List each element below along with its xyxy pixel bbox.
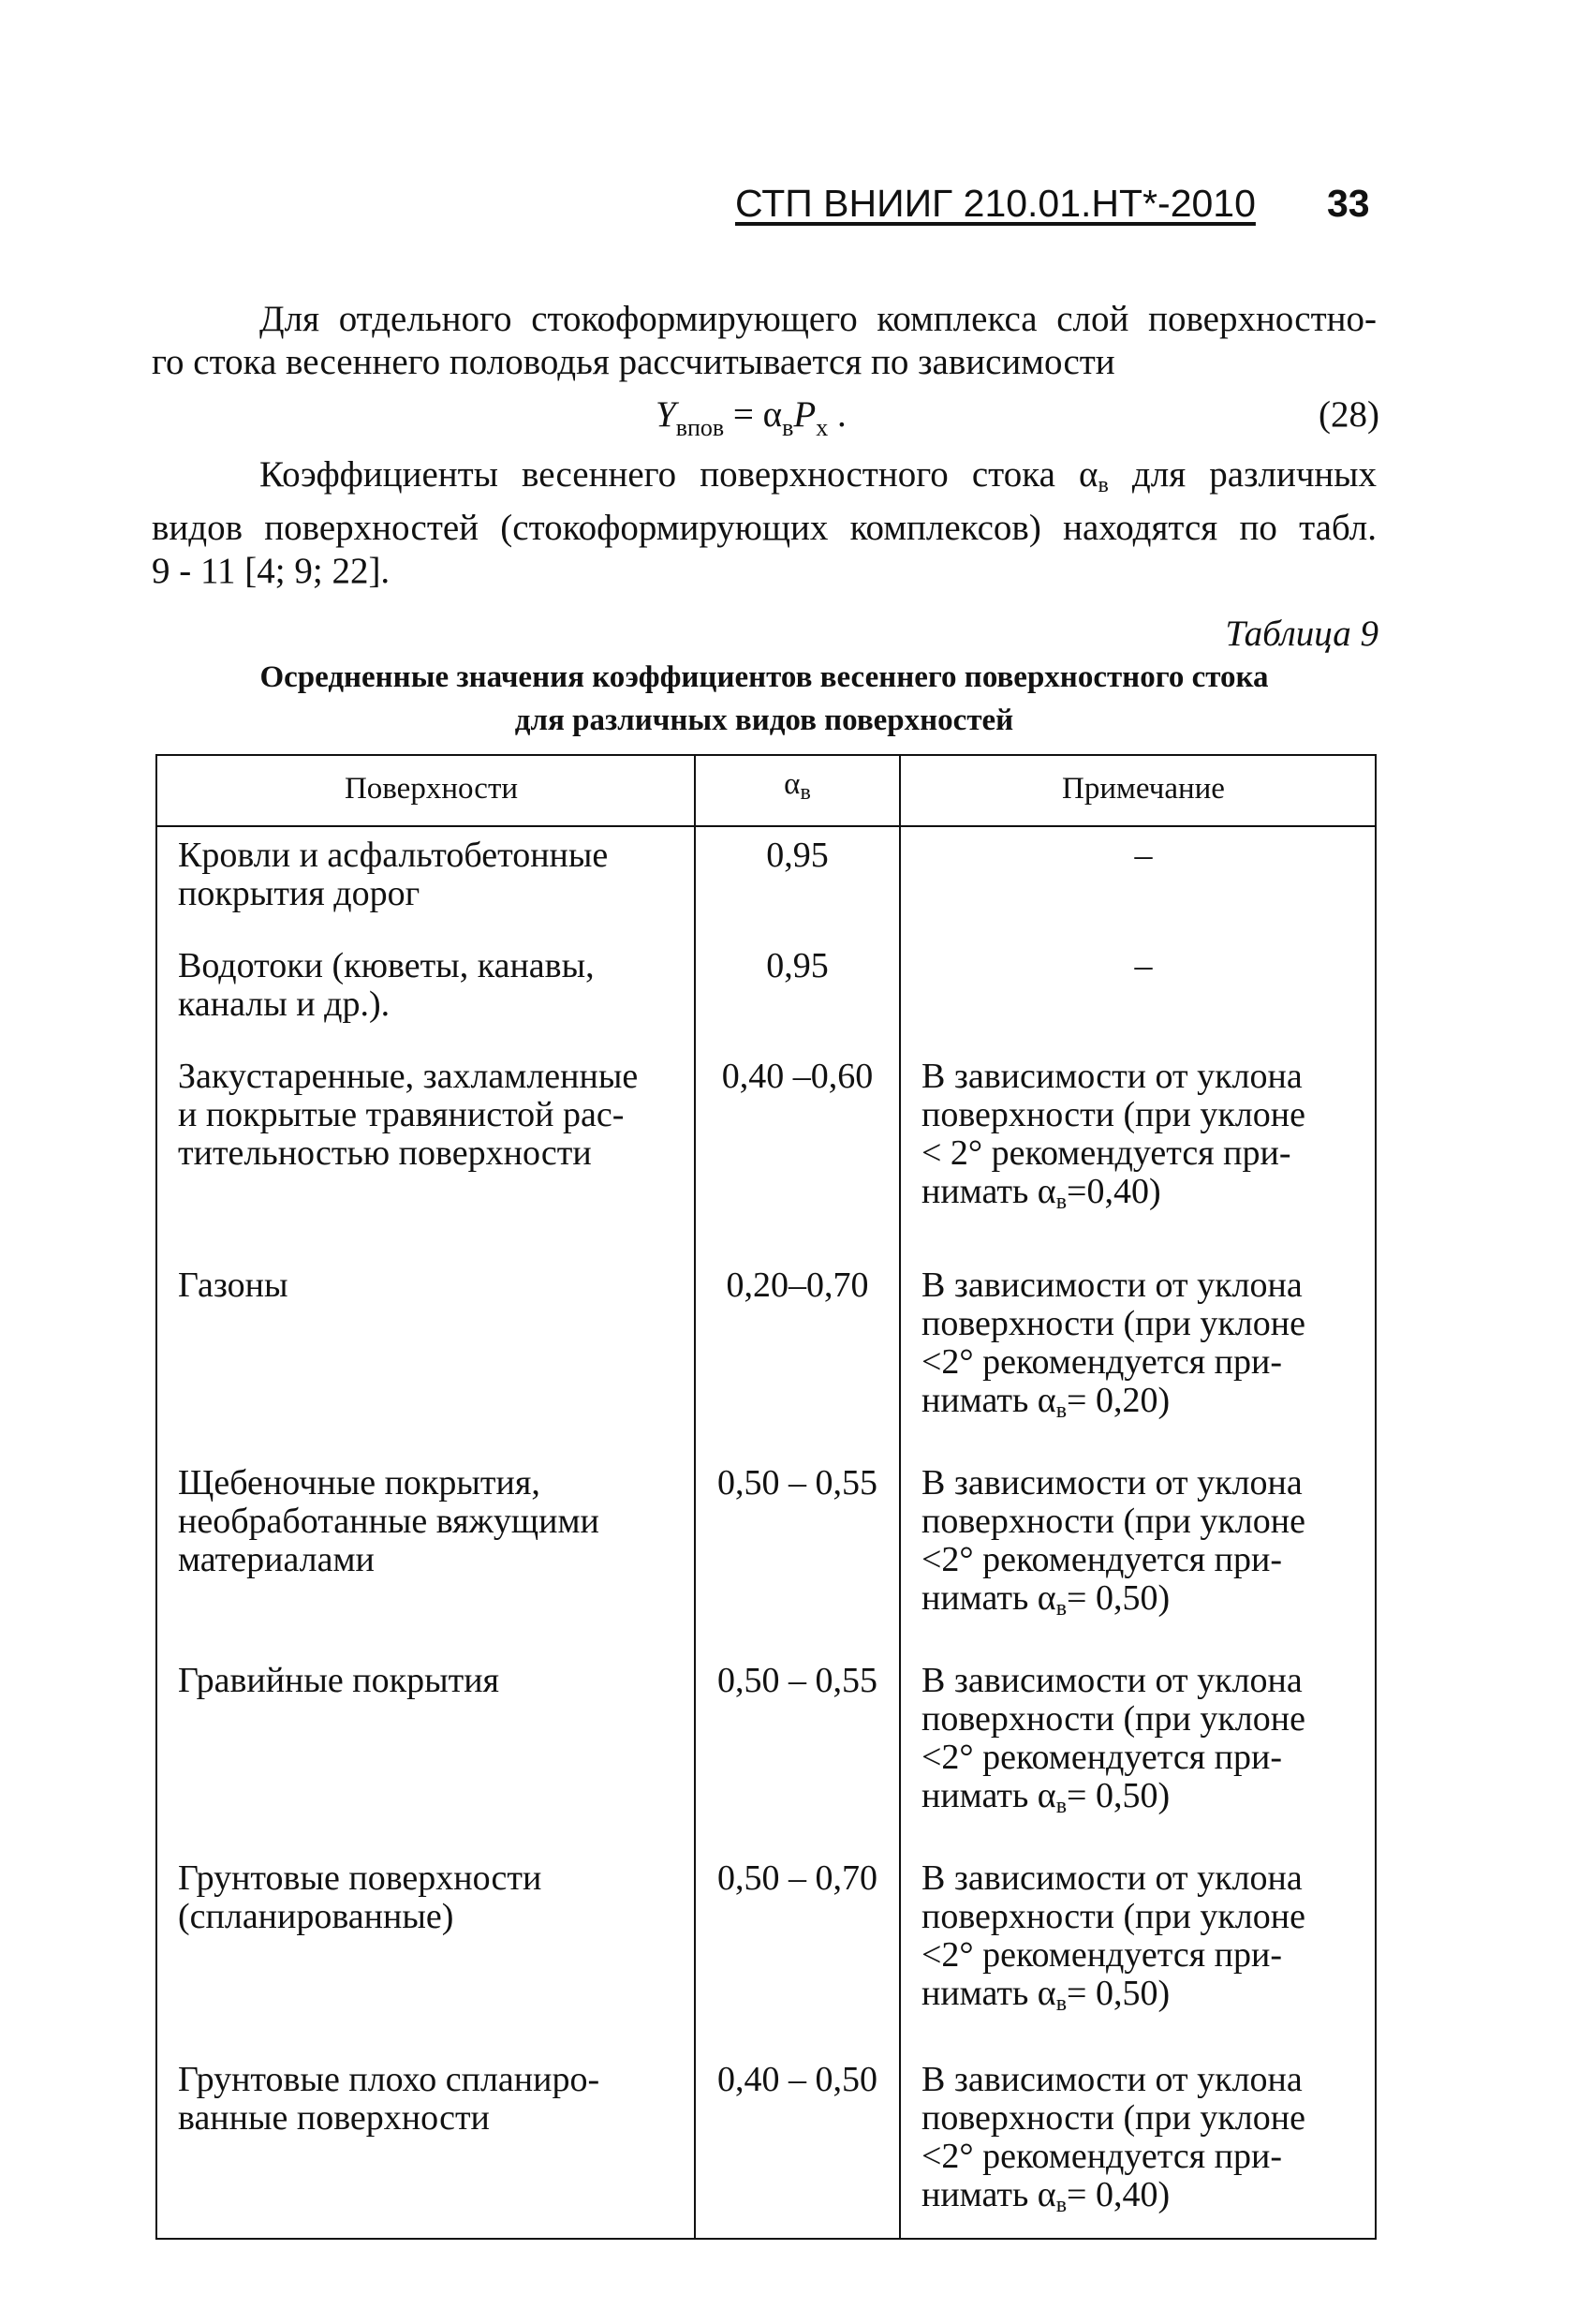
note-cell [900,1235,1376,1443]
alpha-cell: 0,20–0,70 [695,1235,900,1443]
paragraph-coefficients [152,453,1377,593]
paragraph-line: Для отдельного стокоформирующего комплекса слой поверхностно- [259,299,1377,339]
note-text: = 0,50) [1067,1974,1171,2013]
equation-number: (28) [1319,394,1379,435]
alpha-subscript: в [800,780,811,805]
table-row [156,1839,1376,2036]
alpha-symbol: α [784,767,801,801]
alpha-cell: 0,95 [695,926,900,1037]
note-line: В зависимости от уклона [921,2060,1303,2099]
formula-lhs: Y [656,394,676,435]
paragraph-line: 9 - 11 [4; 9; 22]. [152,551,391,591]
column-header-surfaces: Поверхности [156,755,695,826]
surface-line: необработанные вяжущими [178,1502,599,1541]
note-line: <2° рекомендуется при- [921,1935,1282,1975]
paragraph-line: видов поверхностей (стокоформирующих комплексов) находятся по табл. [152,508,1377,548]
paragraph-line: го стока весеннего половодья рассчитывается по зависимости [152,342,1115,382]
note-line: В зависимости от уклона [921,1463,1303,1502]
note-line [921,1579,1365,1628]
surface-line: тительностью поверхности [178,1133,592,1173]
note-line: поверхности (при уклоне [921,1699,1305,1739]
note-line: поверхности (при уклоне [921,1304,1305,1343]
surface-line: (спланированные) [178,1897,454,1936]
surface-cell [156,826,695,926]
table-row [156,2036,1376,2239]
note-cell [900,2036,1376,2239]
alpha-cell: 0,40 – 0,50 [695,2036,900,2239]
alpha-cell: 0,50 – 0,55 [695,1443,900,1641]
alpha-subscript: в [1055,1190,1068,1214]
formula-tail: . [828,394,847,435]
paragraph-line [152,453,1377,507]
formula-lhs-sub: впов [675,414,725,441]
note-line: В зависимости от уклона [921,1266,1303,1305]
surface-line: Грунтовые плохо спланиро- [178,2060,600,2099]
table-title [152,656,1377,742]
note-cell [900,826,1376,926]
surface-cell [156,2036,695,2239]
note-cell [900,926,1376,1037]
note-line: В зависимости от уклона [921,1858,1303,1898]
document-code: СТП ВНИИГ 210.01.НТ*-2010 [735,182,1256,225]
formula-eq: = α [724,394,783,435]
note-line: < 2° рекомендуется при- [921,1133,1291,1173]
surface-line: Кровли и асфальтобетонные [178,836,609,875]
alpha-cell: 0,50 – 0,70 [695,1839,900,2036]
table-header-row [156,755,1376,826]
table-row [156,1641,1376,1839]
surface-line: материалами [178,1540,375,1579]
alpha-cell: 0,50 – 0,55 [695,1641,900,1839]
note-cell [900,1037,1376,1235]
formula-28 [656,392,847,451]
column-header-note: Примечание [900,755,1376,826]
surface-line: Водотоки (кюветы, канавы, [178,946,595,985]
alpha-subscript: в [1055,1399,1068,1423]
note-text: нимать α [921,1578,1056,1618]
surface-line: и покрытые травянистой рас- [178,1095,625,1134]
alpha-subscript: в [1055,1991,1068,2016]
note-cell [900,1839,1376,2036]
alpha-subscript: в [1098,473,1109,497]
note-line: поверхности (при уклоне [921,1502,1305,1541]
note-line: поверхности (при уклоне [921,2098,1305,2138]
surface-line: каналы и др.). [178,984,391,1024]
note-line: <2° рекомендуется при- [921,2137,1282,2176]
note-cell [900,1641,1376,1839]
note-line [921,1777,1365,1826]
note-text: нимать α [921,1776,1056,1815]
paragraph-intro [152,298,1377,384]
table-title-line: Осредненные значения коэффициентов весеннего поверхностного стока [259,660,1269,694]
column-header-alpha [695,755,900,826]
surface-cell [156,1235,695,1443]
text-run: Коэффициенты весеннего поверхностного стока α [259,454,1098,495]
note-text: нимать α [921,1381,1056,1420]
page-number: 33 [1327,182,1370,225]
note-line [921,2176,1365,2225]
page-header [735,180,1370,227]
note-line: В зависимости от уклона [921,1057,1303,1096]
alpha-subscript: в [1055,2193,1068,2217]
note-text: = 0,20) [1067,1381,1171,1420]
table-label: Таблица 9 [1225,614,1378,654]
surface-cell [156,1641,695,1839]
formula-alpha-sub: в [782,414,794,441]
table-title-line: для различных видов поверхностей [514,703,1014,737]
note-text: = 0,50) [1067,1776,1171,1815]
note-cell [900,1443,1376,1641]
surface-cell [156,926,695,1037]
note-text: нимать α [921,1172,1056,1211]
text-run: для различных [1108,454,1378,495]
surface-line: Грунтовые поверхности [178,1858,542,1898]
alpha-cell: 0,95 [695,826,900,926]
note-text: = 0,50) [1067,1578,1171,1618]
surface-line: Газоны [178,1266,288,1305]
surface-cell [156,1443,695,1641]
table-row [156,826,1376,926]
table-row [156,926,1376,1037]
note-text: нимать α [921,1974,1056,2013]
alpha-cell: 0,40 –0,60 [695,1037,900,1235]
note-line: – [1134,836,1153,875]
note-line: В зависимости от уклона [921,1661,1303,1700]
note-line: <2° рекомендуется при- [921,1738,1282,1777]
coefficients-table [155,754,1377,2240]
surface-line: Щебеночные покрытия, [178,1463,540,1502]
surface-cell [156,1037,695,1235]
surface-line: покрытия дорог [178,874,420,913]
alpha-subscript: в [1055,1794,1068,1818]
note-line [921,1975,1365,2023]
surface-line: ванные поверхности [178,2098,490,2138]
note-line: поверхности (при уклоне [921,1095,1305,1134]
table-row [156,1443,1376,1641]
note-line [921,1173,1365,1221]
table-row [156,1235,1376,1443]
surface-line: Гравийные покрытия [178,1661,500,1700]
note-text: =0,40) [1067,1172,1161,1211]
note-line: <2° рекомендуется при- [921,1342,1282,1382]
note-text: = 0,40) [1067,2175,1171,2214]
note-line: – [1134,946,1153,985]
note-line [921,1382,1365,1430]
surface-line: Закустаренные, захламленные [178,1057,639,1096]
formula-p-sub: х [816,414,829,441]
table-row [156,1037,1376,1235]
formula-p: P [793,394,817,435]
note-text: нимать α [921,2175,1056,2214]
note-line: поверхности (при уклоне [921,1897,1305,1936]
note-line: <2° рекомендуется при- [921,1540,1282,1579]
surface-cell [156,1839,695,2036]
alpha-subscript: в [1055,1596,1068,1621]
